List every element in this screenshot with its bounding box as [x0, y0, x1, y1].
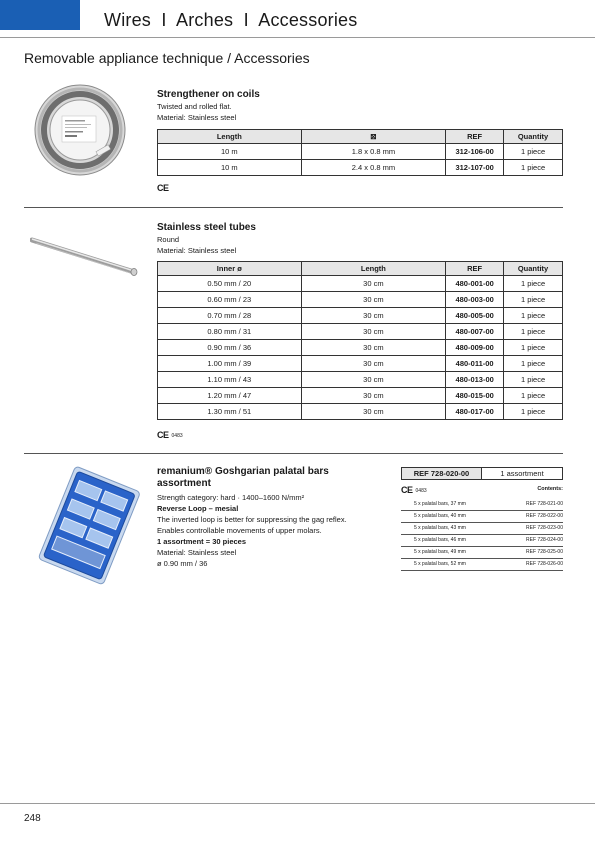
section-title: Removable appliance technique / Accessories: [24, 50, 310, 66]
cell-ref: 480-003-00: [446, 292, 504, 308]
contents-ref: REF 728-021-00: [526, 501, 563, 507]
cell-ref: 480-011-00: [446, 356, 504, 372]
product-material: Material: Stainless steel: [157, 246, 237, 255]
chapter-tab: [0, 0, 80, 30]
cell-length: 30 cm: [301, 292, 446, 308]
product-strength: Strength category: hard · 1400–1600 N/mm²: [157, 493, 305, 502]
col-dimension: ⊠: [301, 130, 446, 144]
section-divider: [24, 453, 563, 454]
product-title: Strengthener on coils: [157, 89, 260, 100]
cell-quantity: 1 piece: [504, 356, 563, 372]
product-material: Material: Stainless steel: [157, 548, 237, 557]
cell-length: 30 cm: [301, 388, 446, 404]
contents-row: [401, 547, 563, 559]
contents-ref: REF 728-025-00: [526, 549, 563, 555]
assortment-ref-box: [401, 467, 563, 480]
cell-dimension: 2.4 x 0.8 mm: [301, 160, 446, 176]
table-row: [158, 308, 563, 324]
contents-ref: REF 728-024-00: [526, 537, 563, 543]
product-shape: Round: [157, 235, 180, 244]
product-loop: Reverse Loop – mesial: [157, 504, 239, 513]
product-tubes: [157, 222, 256, 256]
cell-length: 30 cm: [301, 356, 446, 372]
assortment-quantity: 1 assortment: [500, 469, 544, 478]
cell-ref: 312-106-00: [446, 144, 504, 160]
product-title: remanium® Goshgarian palatal bars: [157, 466, 329, 477]
contents-row: [401, 559, 563, 571]
cell-length: 30 cm: [301, 276, 446, 292]
table-row: [158, 340, 563, 356]
product-material: Material: Stainless steel: [157, 113, 237, 122]
cell-ref: 480-017-00: [446, 404, 504, 420]
contents-row: [401, 523, 563, 535]
table-row: [158, 324, 563, 340]
product-title: Stainless steel tubes: [157, 222, 256, 233]
cell-length: 30 cm: [301, 340, 446, 356]
cell-quantity: 1 piece: [504, 404, 563, 420]
product-diameter: ø 0.90 mm / 36: [157, 559, 208, 568]
table-row: [158, 160, 563, 176]
table-row: [158, 292, 563, 308]
cell-quantity: 1 piece: [504, 372, 563, 388]
cell-ref: 480-015-00: [446, 388, 504, 404]
col-quantity: Quantity: [504, 262, 563, 276]
assortment-ref: REF 728-020-00: [402, 468, 482, 479]
tubes-table: [157, 261, 563, 420]
contents-row: [401, 499, 563, 511]
cell-quantity: 1 piece: [504, 144, 563, 160]
cell-length: 30 cm: [301, 324, 446, 340]
product-description: Twisted and rolled flat.: [157, 102, 232, 111]
contents-row: [401, 511, 563, 523]
cell-quantity: 1 piece: [504, 276, 563, 292]
cell-length: 10 m: [158, 144, 302, 160]
cell-length: 30 cm: [301, 308, 446, 324]
contents-item: 5 x palatal bars, 49 mm: [414, 549, 466, 555]
cell-inner-diameter: 0.90 mm / 36: [158, 340, 302, 356]
cell-quantity: 1 piece: [504, 292, 563, 308]
product-title-cont: assortment: [157, 478, 211, 489]
tube-image: [30, 236, 140, 286]
contents-row: [401, 535, 563, 547]
contents-item: 5 x palatal bars, 43 mm: [414, 525, 466, 531]
contents-item: 5 x palatal bars, 46 mm: [414, 537, 466, 543]
table-row: [158, 372, 563, 388]
header-divider: [0, 37, 595, 38]
cell-inner-diameter: 0.60 mm / 23: [158, 292, 302, 308]
col-ref: REF: [446, 130, 504, 144]
cell-ref: 480-013-00: [446, 372, 504, 388]
table-header: [158, 262, 563, 276]
ce-number: 0483: [171, 432, 183, 439]
cell-ref: 312-107-00: [446, 160, 504, 176]
cell-inner-diameter: 1.00 mm / 39: [158, 356, 302, 372]
table-row: [158, 144, 563, 160]
table-header: [158, 130, 563, 144]
product-assortment: [157, 466, 347, 569]
ce-mark: CE 0483: [401, 485, 427, 495]
assortment-box-image: [36, 465, 140, 587]
cell-ref: 480-009-00: [446, 340, 504, 356]
cell-inner-diameter: 1.20 mm / 47: [158, 388, 302, 404]
cell-inner-diameter: 0.70 mm / 28: [158, 308, 302, 324]
ce-mark: CE 0483: [157, 430, 183, 440]
contents-item: 5 x palatal bars, 52 mm: [414, 561, 466, 567]
contents-ref: REF 728-022-00: [526, 513, 563, 519]
col-inner-diameter: Inner ø: [158, 262, 302, 276]
table-row: [158, 356, 563, 372]
product-pack-size: 1 assortment = 30 pieces: [157, 537, 247, 546]
strengthener-table: [157, 129, 563, 176]
col-ref: REF: [446, 262, 504, 276]
cell-length: 10 m: [158, 160, 302, 176]
cell-length: 30 cm: [301, 372, 446, 388]
cell-quantity: 1 piece: [504, 388, 563, 404]
product-strengthener: [157, 89, 260, 123]
cell-quantity: 1 piece: [504, 160, 563, 176]
contents-item: 5 x palatal bars, 37 mm: [414, 501, 466, 507]
cell-inner-diameter: 1.10 mm / 43: [158, 372, 302, 388]
contents-list: [401, 499, 563, 571]
footer-divider: [0, 803, 595, 804]
cell-ref: 480-001-00: [446, 276, 504, 292]
col-quantity: Quantity: [504, 130, 563, 144]
contents-ref: REF 728-023-00: [526, 525, 563, 531]
contents-ref: REF 728-026-00: [526, 561, 563, 567]
cell-quantity: 1 piece: [504, 308, 563, 324]
col-length: Length: [301, 262, 446, 276]
table-row: [158, 404, 563, 420]
cell-inner-diameter: 0.50 mm / 20: [158, 276, 302, 292]
table-row: [158, 276, 563, 292]
product-benefit-2: Enables controllable movements of upper molars.: [157, 526, 322, 535]
cell-length: 30 cm: [301, 404, 446, 420]
product-benefit: The inverted loop is better for suppressing the gag reflex.: [157, 515, 347, 524]
col-length: Length: [158, 130, 302, 144]
coil-image: [32, 82, 128, 178]
cell-dimension: 1.8 x 0.8 mm: [301, 144, 446, 160]
cell-quantity: 1 piece: [504, 340, 563, 356]
contents-item: 5 x palatal bars, 40 mm: [414, 513, 466, 519]
cell-quantity: 1 piece: [504, 324, 563, 340]
table-row: [158, 388, 563, 404]
section-divider: [24, 207, 563, 208]
ce-mark: CE: [157, 183, 169, 193]
cell-inner-diameter: 1.30 mm / 51: [158, 404, 302, 420]
page-number: 248: [24, 813, 41, 824]
contents-label: Contents:: [537, 486, 563, 492]
ce-number: 0483: [415, 487, 427, 494]
chapter-title: Wires I Arches I Accessories: [104, 10, 358, 30]
cell-ref: 480-005-00: [446, 308, 504, 324]
cell-ref: 480-007-00: [446, 324, 504, 340]
cell-inner-diameter: 0.80 mm / 31: [158, 324, 302, 340]
